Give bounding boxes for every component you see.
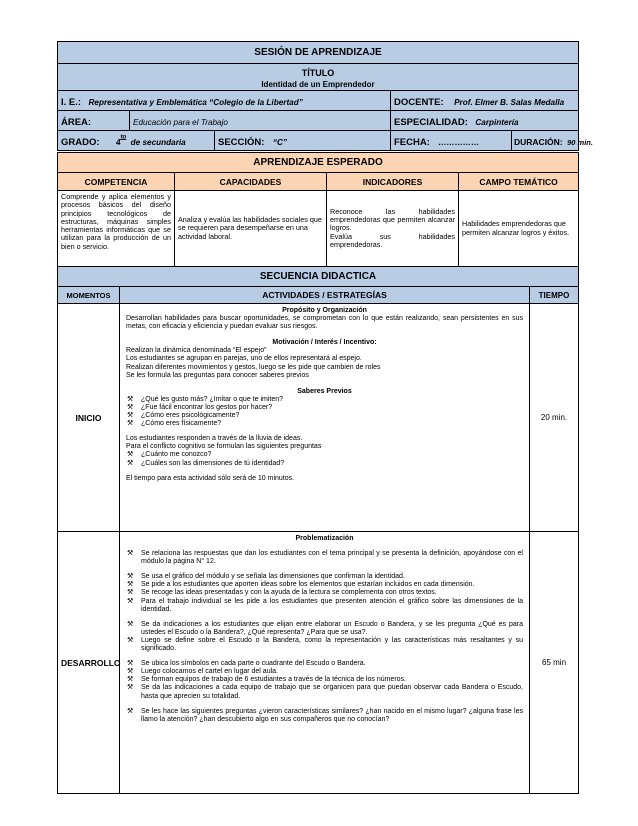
- inicio-tiempo: 20 min.: [530, 304, 579, 532]
- ie-cell: [58, 91, 391, 111]
- seccion-cell: [215, 131, 391, 151]
- lluvia-line: Los estudiantes responden a través de la lluvia de ideas.: [126, 435, 303, 443]
- grado-cell: [58, 131, 215, 151]
- inicio-actividades: [120, 304, 530, 532]
- motivacion-line: Realizan diferentes movimientos y gestos, luego se les pide que cambien de roles: [126, 363, 381, 371]
- saberes-title: Saberes Previos: [297, 387, 352, 395]
- list-item-text: ¿Fue fácil encontrar los gestos por hacer?: [141, 403, 273, 411]
- indicadores-cell: [327, 191, 459, 267]
- col-tiempo: TIEMPO: [530, 287, 579, 304]
- list-item-text: ¿Qué les gusto más? ¿Imitar o que te imiten?: [141, 395, 284, 403]
- inicio-momento: INICIO: [58, 304, 120, 532]
- list-item: [126, 668, 523, 676]
- hammer-wrench-icon: ⚒: [127, 451, 134, 459]
- list-item-text: Se da indicaciones a los estudiantes que elijan entre elaborar un Escudo o Bandera, y se les pregunta ¿Qué es para ustedes el Escudo o la Bandera?, ¿Qué representa? ¿Para que se usa?.: [141, 620, 523, 636]
- competencia-text: Comprende y aplica elementos y procesos básicos del diseño principios tecnológicos de estructuras, máquinas simples herramientas informáticas que se utilizan para la producción de un bien o servicio.: [58, 191, 175, 267]
- col-indicadores: INDICADORES: [327, 173, 459, 191]
- grado-label: GRADO:: [61, 136, 100, 148]
- title-block: [58, 64, 579, 91]
- hammer-wrench-icon: ⚒: [127, 459, 134, 467]
- list-item: [126, 589, 523, 597]
- hammer-wrench-icon: ⚒: [127, 550, 134, 558]
- col-momentos: MOMENTOS: [58, 287, 120, 304]
- hammer-wrench-icon: ⚒: [127, 636, 134, 644]
- fecha-label: FECHA:: [394, 136, 430, 148]
- list-item: [126, 460, 523, 468]
- aprendizaje-table: [57, 152, 579, 267]
- saberes-list: [126, 396, 523, 428]
- inicio-row: [58, 304, 579, 532]
- hammer-wrench-icon: ⚒: [127, 660, 134, 668]
- especialidad-label: ESPECIALIDAD:: [394, 116, 468, 128]
- capacidades-text: Analiza y evalúa las habilidades sociales que se requieren para desempeñarse en una actividad laboral.: [175, 191, 327, 267]
- desarrollo-list: [126, 621, 523, 653]
- list-item-text: Se forman equipos de trabajo de 6 estudiantes a través de la técnica de los números.: [141, 676, 406, 684]
- fecha-value: ……………: [438, 137, 480, 147]
- hammer-wrench-icon: ⚒: [127, 684, 134, 692]
- fecha-cell: [391, 131, 512, 151]
- hammer-wrench-icon: ⚒: [127, 573, 134, 581]
- docente-value: Prof. Elmer B. Salas Medalla: [454, 97, 565, 107]
- hammer-wrench-icon: ⚒: [127, 707, 134, 715]
- desarrollo-row: [58, 532, 579, 794]
- docente-label: DOCENTE:: [394, 96, 444, 108]
- list-item-text: Se da las indicaciones a cada equipo de trabajo que se organicen para que puedan observar cada Bandera o Escudo, hasta que aprecien su totalidad.: [141, 684, 523, 700]
- secuencia-title: SECUENCIA DIDACTICA: [58, 267, 579, 287]
- list-item: [126, 684, 523, 700]
- list-item: [126, 451, 523, 459]
- seccion-label: SECCIÓN:: [218, 136, 265, 148]
- ie-label: I. E.:: [61, 96, 82, 108]
- hammer-wrench-icon: ⚒: [127, 676, 134, 684]
- list-item-text: Para el trabajo individual se les pide a los estudiantes que presenten atención el gráfico sobre las dimensiones de la identidad.: [141, 597, 523, 613]
- list-item: [126, 581, 523, 589]
- hammer-wrench-icon: ⚒: [127, 589, 134, 597]
- desarrollo-list: [126, 550, 523, 566]
- motivacion-title: Motivación / Interés / Incentivo:: [272, 339, 377, 347]
- list-item: [126, 396, 523, 404]
- hammer-wrench-icon: ⚒: [127, 668, 134, 676]
- col-actividades: ACTIVIDADES / ESTRATEGÍAS: [120, 287, 530, 304]
- hammer-wrench-icon: ⚒: [127, 412, 134, 420]
- grado-superscript: to: [120, 134, 127, 141]
- motivacion-line: Realizan la dinámica denominada “El espejo”: [126, 347, 267, 355]
- desarrollo-list: [126, 708, 523, 724]
- list-item-text: Se ubica los símbolos en cada parte o cuadrante del Escudo o Bandera.: [141, 660, 366, 668]
- list-item: [126, 598, 523, 614]
- list-item-text: Se usa el gráfico del módulo y se señala las dimensiones que confirman la identidad.: [141, 573, 405, 581]
- desarrollo-actividades: [120, 532, 530, 794]
- indicador-1: Reconoce las habilidades emprendedoras que permiten alcanzar logros.: [330, 206, 455, 233]
- ie-value: Representativa y Emblemática “Colegio de la Libertad”: [88, 97, 303, 107]
- list-item: [126, 573, 523, 581]
- grado-value: de secundaria: [130, 137, 186, 147]
- list-item: [126, 660, 523, 668]
- list-item: [126, 676, 523, 684]
- desarrollo-tiempo: 65 min: [530, 532, 579, 794]
- area-label: ÁREA:: [61, 116, 92, 128]
- duracion-cell: [512, 131, 593, 151]
- duracion-value: 90 min.: [567, 137, 593, 147]
- session-title: SESIÓN DE APRENDIZAJE: [58, 42, 579, 64]
- list-item-text: Se pide a los estudiantes que aporten ideas sobre los elementos que estarían incluidos en cada dimensión.: [141, 581, 475, 589]
- especialidad-value: Carpintería: [475, 117, 519, 127]
- col-campo: CAMPO TEMÁTICO: [459, 173, 579, 191]
- list-item-text: Luego se define sobre el Escudo o la Bandera, como la representación y las características más resaltantes y su significado.: [141, 636, 523, 653]
- docente-cell: [391, 91, 579, 111]
- list-item-text: ¿Cuáles son las dimensiones de tú identidad?: [141, 459, 285, 467]
- area-value: Educación para el Trabajo: [133, 117, 228, 127]
- inicio-cierre: El tiempo para esta actividad sólo será de 10 minutos.: [126, 474, 295, 482]
- list-item: [126, 708, 523, 724]
- list-item: [126, 420, 523, 428]
- list-item: [126, 404, 523, 412]
- especialidad-cell: [391, 111, 579, 131]
- duracion-label: DURACIÓN:: [514, 136, 563, 147]
- session-info-table: [57, 41, 593, 151]
- hammer-wrench-icon: ⚒: [127, 620, 134, 628]
- list-item-text: Luego colocamos el cartel en lugar del aula.: [141, 668, 278, 676]
- motivacion-line: Se les formula las preguntas para conocer saberes previos: [126, 371, 309, 379]
- area-label-cell: [58, 111, 130, 131]
- list-item: [126, 550, 523, 566]
- problematizacion-title: Problematización: [295, 535, 354, 542]
- hammer-wrench-icon: ⚒: [127, 395, 134, 403]
- campo-text: Habilidades emprendedoras que permiten alcanzar logros y éxitos.: [459, 191, 579, 267]
- grado-number: 4: [115, 137, 121, 147]
- list-item-text: ¿Cómo eres físicamente?: [141, 420, 222, 428]
- area-value-cell: [130, 111, 391, 131]
- title-value: Identidad de un Emprendedor: [261, 79, 375, 89]
- hammer-wrench-icon: ⚒: [127, 403, 134, 411]
- hammer-wrench-icon: ⚒: [127, 420, 134, 428]
- aprendizaje-title: APRENDIZAJE ESPERADO: [58, 153, 579, 173]
- indicador-2: Evalúa sus habilidades emprendedoras.: [330, 231, 455, 249]
- list-item-text: Se les hace las siguientes preguntas ¿vieron características similares? ¿han nacido en el mismo lugar? ¿alguna frase les llamo la atención? ¿han descubierto algo en sus compañeros que no conocían?: [141, 707, 523, 723]
- list-item: [126, 637, 523, 653]
- list-item: [126, 621, 523, 637]
- desarrollo-momento: DESARROLLO: [58, 532, 120, 794]
- seccion-value: “C”: [272, 137, 288, 147]
- hammer-wrench-icon: ⚒: [127, 597, 134, 605]
- list-item-text: ¿Cómo eres psicológicamente?: [141, 412, 240, 420]
- motivacion-line: Los estudiantes se agrupan en parejas, uno de ellos representará al espejo.: [126, 355, 362, 363]
- secuencia-table: [57, 266, 579, 794]
- lluvia-line: Para el conflicto cognitivo se formulan las siguientes preguntas: [126, 443, 322, 451]
- proposito-title: Propósito y Organización: [282, 307, 367, 314]
- list-item-text: Se recoge las ideas presentadas y con la ayuda de la lectura se complementa con otros textos.: [141, 589, 437, 597]
- title-label: TÍTULO: [301, 67, 335, 78]
- desarrollo-list: [126, 660, 523, 700]
- list-item-text: ¿Cuánto me conozco?: [141, 451, 212, 459]
- list-item: [126, 412, 523, 420]
- col-competencia: COMPETENCIA: [58, 173, 175, 191]
- hammer-wrench-icon: ⚒: [127, 581, 134, 589]
- proposito-text: Desarrollan habilidades para buscar oportunidades, se comprometan con lo que están realizando, sean persistentes en sus metas, con eficacia y eficiencia y puedan evaluar sus riesgos.: [126, 315, 523, 331]
- desarrollo-list: [126, 573, 523, 613]
- list-item-text: Se relaciona las respuestas que dan los estudiantes con el tema principal y se presenta la definición, apoyándose con el módulo la página N° 12.: [141, 550, 523, 566]
- conflicto-list: [126, 451, 523, 467]
- col-capacidades: CAPACIDADES: [175, 173, 327, 191]
